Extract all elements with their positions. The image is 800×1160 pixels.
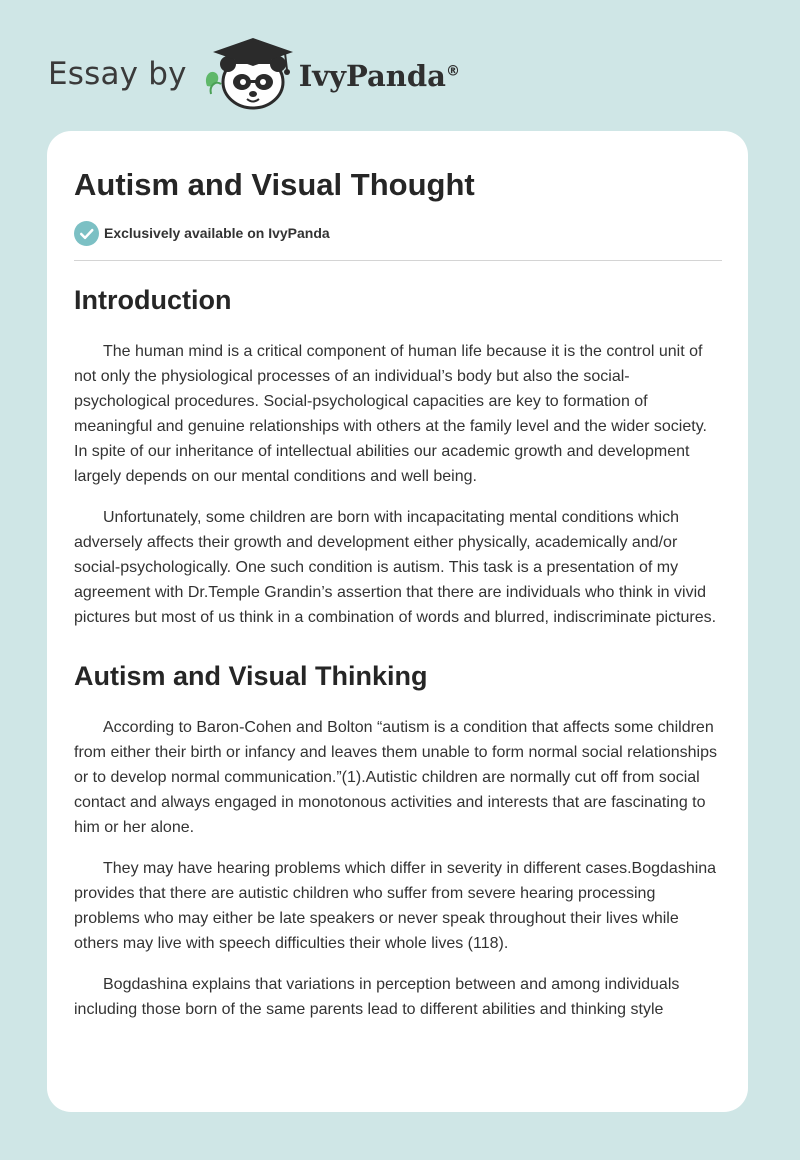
exclusive-badge xyxy=(74,220,722,246)
section-introduction xyxy=(74,283,722,630)
essay-content xyxy=(47,131,748,1022)
section-heading: Introduction xyxy=(74,285,232,315)
site-brand[interactable] xyxy=(48,34,460,114)
panda-graduation-cap-logo-icon xyxy=(201,36,297,112)
paragraph: According to Baron-Cohen and Bolton “autism is a condition that affects some children from either their birth or infancy and leaves them unable to form normal social relationships or to develop normal communication.”(1).Autistic children are normally cut off from social contact and always engaged in monotonous activities and interests that are fascinating to him or her alone. xyxy=(74,719,717,836)
title-divider xyxy=(74,260,722,261)
paragraph: Unfortunately, some children are born with incapacitating mental conditions which adversely affects their growth and development either physically, academically and/or social-psychologically. One such condition is autism. This task is a presentation of my agreement with Dr.Temple Grandin’s assertion that there are individuals who think in vivid pictures but most of us think in a combination of words and blurred, indiscriminate pictures. xyxy=(74,509,717,626)
check-circle-icon xyxy=(74,221,99,246)
paragraph: The human mind is a critical component of human life because it is the control unit of not only the physiological processes of an individual’s body but also the social-psychological procedures. Social-psychological capacities are key to formation of meaningful and genuine relationships with others at the family level and the wider society. In spite of our inheritance of intellectual abilities our academic growth and development largely depends on our mental conditions and well being. xyxy=(74,343,707,485)
essay-card xyxy=(47,131,748,1112)
brand-prefix: Essay by xyxy=(48,56,187,92)
paragraph: They may have hearing problems which differ in severity in different cases.Bogdashina provides that there are autistic children who suffer from severe hearing processing problems who may either be late speakers or never speak throughout their lives while others may live with speech difficulties their whole lives (118). xyxy=(74,860,717,952)
exclusive-badge-text: Exclusively available on IvyPanda xyxy=(104,225,330,241)
brand-name xyxy=(299,59,460,93)
section-autism-visual-thinking xyxy=(74,659,722,1022)
essay-title: Autism and Visual Thought xyxy=(74,167,475,202)
paragraph: Bogdashina explains that variations in perception between and among individuals including those born of the same parents lead to different abilities and thinking style xyxy=(74,976,680,1018)
section-heading: Autism and Visual Thinking xyxy=(74,661,428,691)
brand-name-text: IvyPanda xyxy=(298,59,446,93)
registered-mark: ® xyxy=(445,63,460,80)
